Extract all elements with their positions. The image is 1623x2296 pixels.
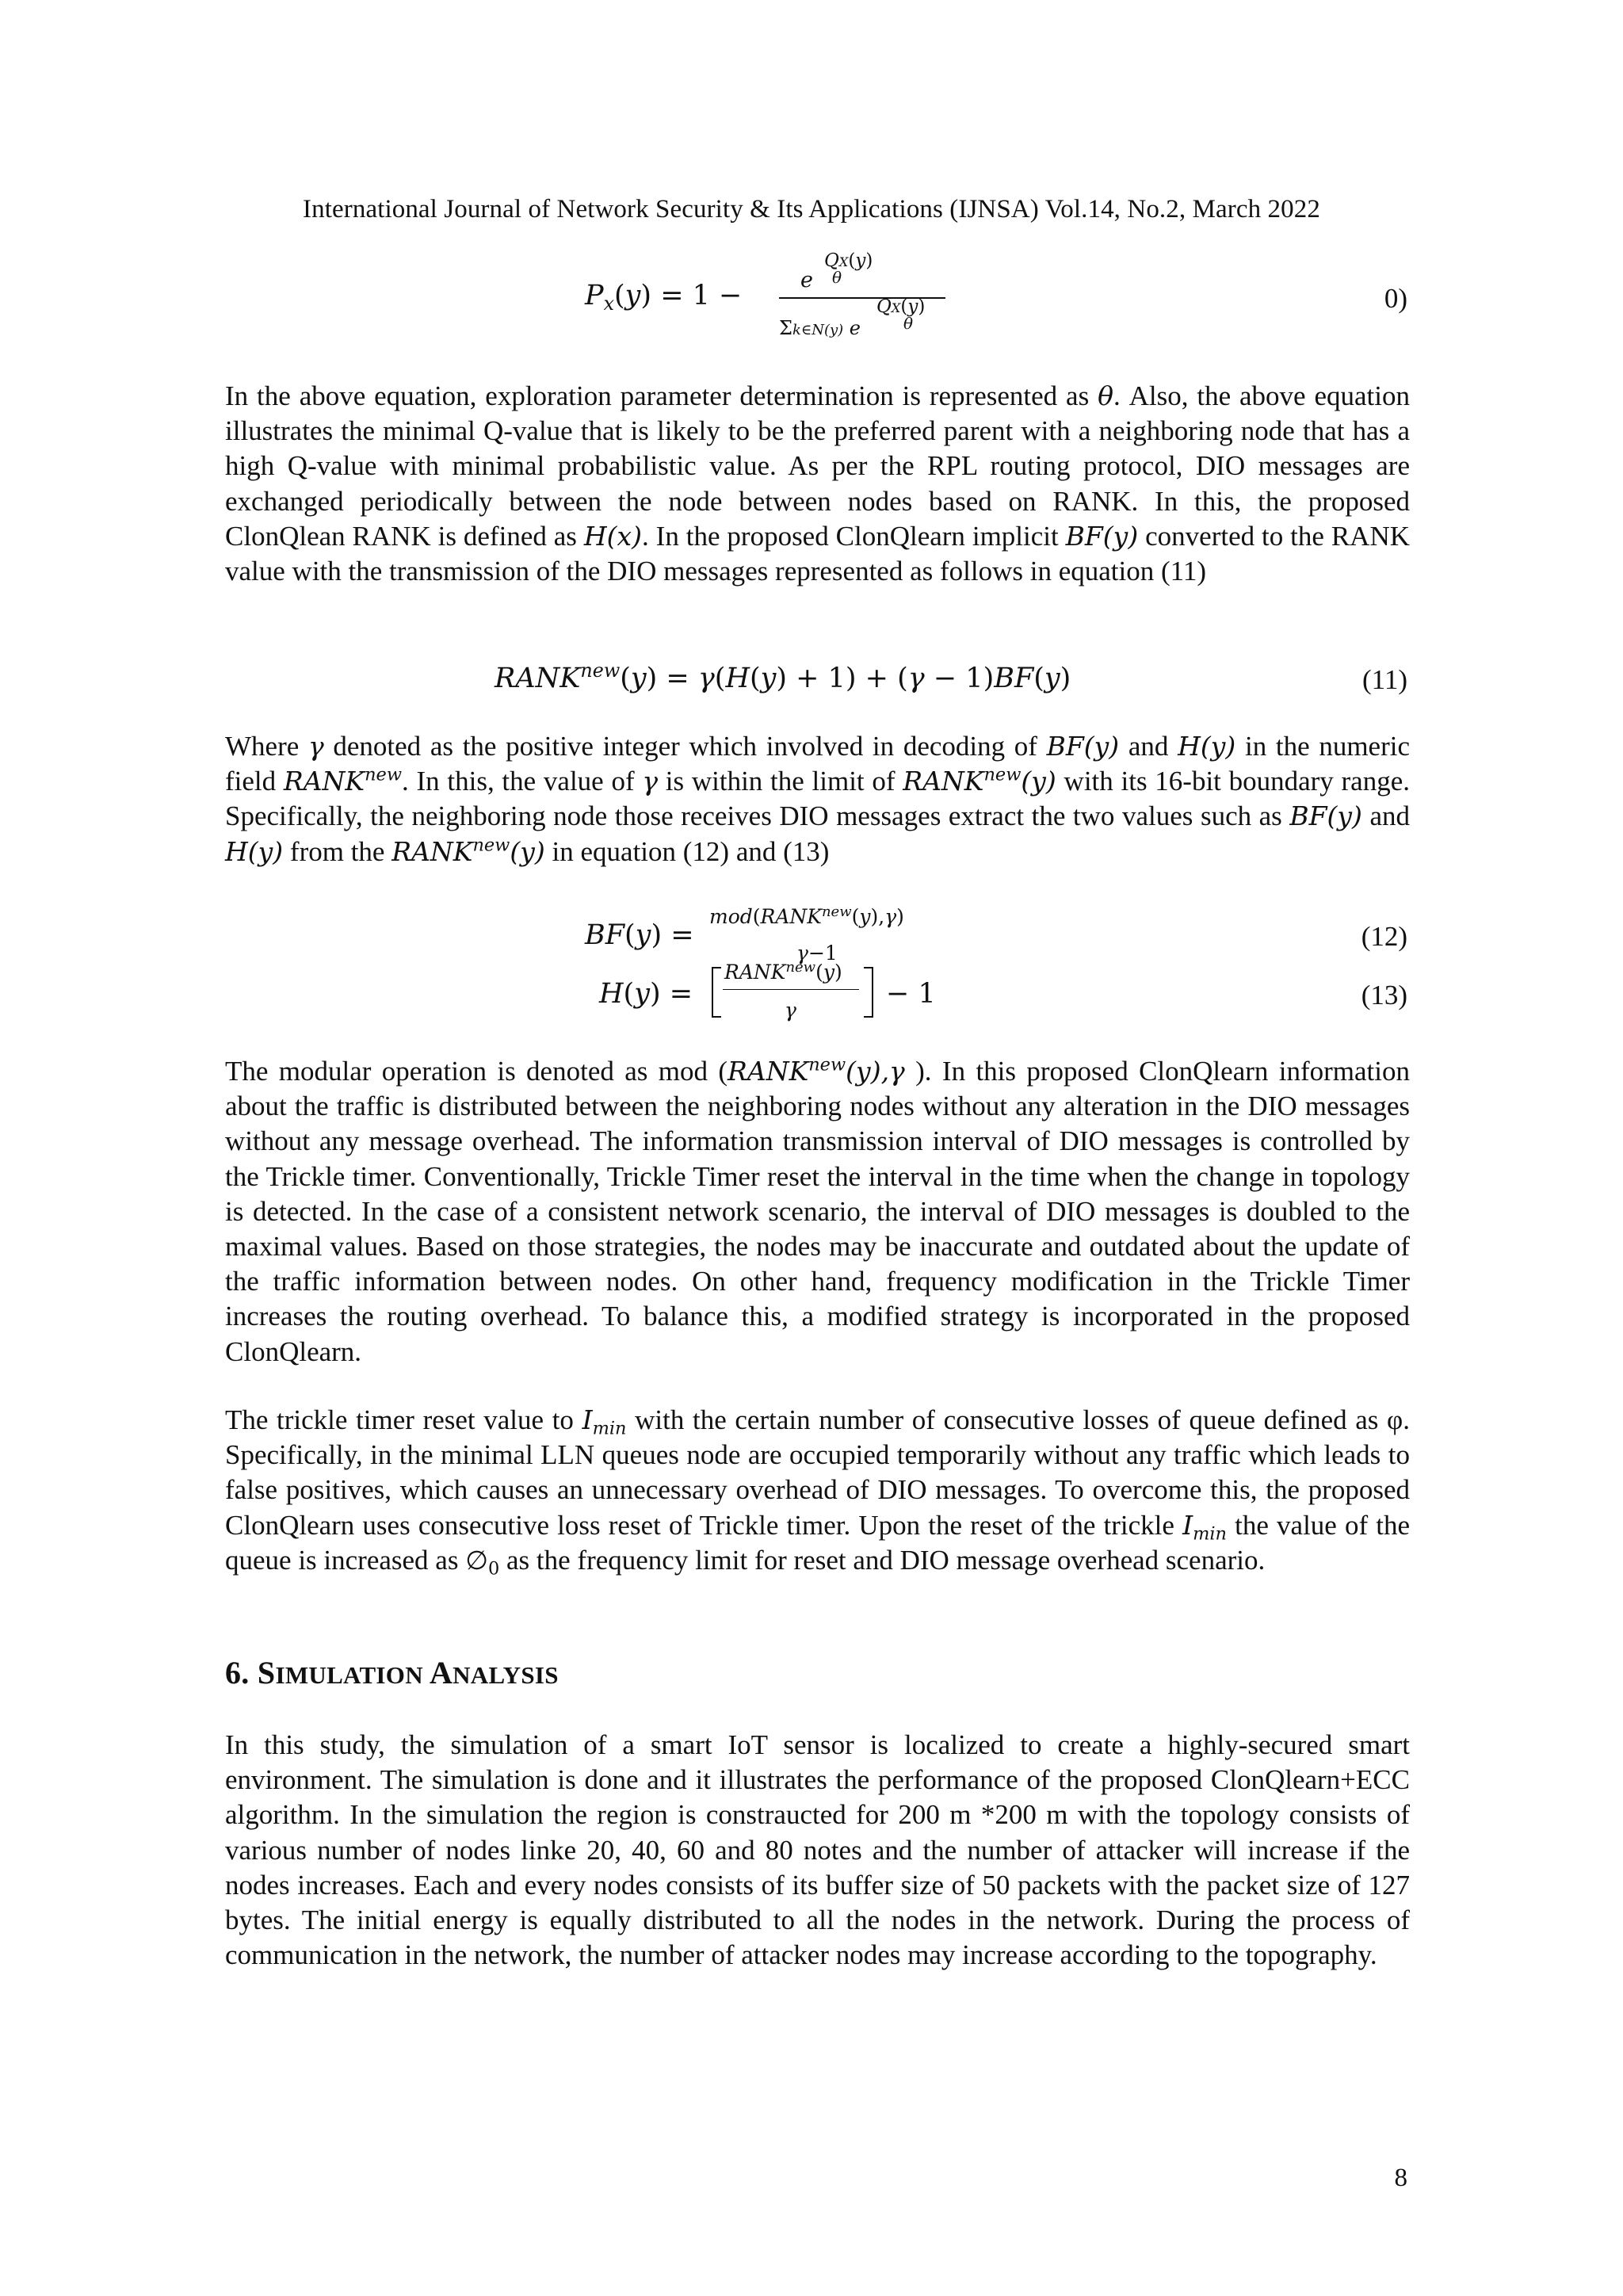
running-header: International Journal of Network Security & Its Applications (IJNSA) Vol.14, No.2, March 2022: [303, 195, 1320, 223]
paragraph-1: In the above equation, exploration parameter determination is represented as θ. Also, the above equation illustrates the minimal Q-value that is likely to be the preferred parent with a neighboring node that has a high Q-value with minimal probabilistic value. As per the RPL routing protocol, DIO messages are exchanged periodically between the node between nodes based on RANK. In this, the proposed ClonQlean RANK is defined as H(x). In the proposed ClonQlearn implicit BF(y) converted to the RANK value with the transmission of the DIO messages represented as follows in equation (11): [225, 380, 1411, 587]
page-number: 8: [1394, 2164, 1407, 2192]
paragraph-4: The trickle timer reset value to $I_{min}$ with the certain number of consecutive losses of queue defined as φ. Specifically, in the minimal LLN queues node are occupied temporarily without any traffic which leads to false positives, which causes an unnecessary overhead of DIO messages. To overcome this, the proposed ClonQlearn uses consecutive loss reset of Trickle timer. Upon the reset of the trickle $I_{min}$ the value of the queue is increased as $\emptyset_0$ as the frequency limit for reset and DIO message overhead scenario.: [225, 1404, 1410, 1580]
equation-number-11: (11): [1361, 664, 1407, 695]
equation-number-10: 0): [1384, 283, 1407, 314]
section-heading: 6. SIMULATION ANALYSIS: [225, 1655, 559, 1690]
paragraph-5: In this study, the simulation of a smart IoT sensor is localized to create a highly-secured smart environment. The simulation is done and it illustrates the performance of the proposed ClonQlearn+ECC algorithm. In the simulation the region is constraucted for 200 m *200 m with the topology consists of various number of nodes linke 20, 40, 60 and 80 notes and the number of attacker will increase if the nodes increases. Each and every nodes consists of its buffer size of 50 packets with the packet size of 127 bytes. The initial energy is equally distributed to all the nodes in the network. During the process of communication in the network, the number of attacker nodes may increase according to the topography.: [225, 1729, 1410, 1971]
equation-number-12: (12): [1361, 921, 1407, 952]
equation-number-13: (13): [1361, 980, 1407, 1010]
paragraph-3: The modular operation is denoted as mod ($RANK^{new}(y),\gamma$ ). In this proposed ClonQlearn information about the traffic is distributed between the neighboring nodes without any alteration in the DIO messages without any message overhead. The information transmission interval of DIO messages is controlled by the Trickle timer. Conventionally, Trickle Timer reset the interval in the time when the change in topology is detected. In the case of a consistent network scenario, the interval of DIO messages is doubled to the maximal values. Based on those strategies, the nodes may be inaccurate and outdated about the update of the traffic information between nodes. On other hand, frequency modification in the Trickle Timer increases the routing overhead. To balance this, a modified strategy is incorporated in the proposed ClonQlearn.: [225, 1054, 1410, 1367]
paper-page: International Journal of Network Security & Its Applications (IJNSA) Vol.14, No.2, March 2022 $P_x(y) = 1$ − QX(y) e θ QX(y) Σk∈N(y) e θ 0) In the above equation, exploration parameter determination is represented as θ. Also, the above equation illustrates the minimal Q-value that is likely to be the preferred parent with a neighboring node that has a high Q-value with minimal probabilistic value. As per the RPL routing protocol, DIO messages are exchanged periodically between the node between nodes based on RANK. In this, the proposed ClonQlean RANK is defined as H(x). In the proposed ClonQlearn implicit BF(y) converted to the RANK value with the transmission of the DIO messages represented as follows in equation (11) $RANK^{new}(y) = \gamma(H(y) + 1) + (\gamma - 1)BF(y)$ (11) Where γ denoted as the positive integer which involved in decoding of BF(y) and H(y) in the numeric field $RANK^{new}$. In this, the value of γ is within the limit of $RANK^{new}(y)$ with its 16-bit boundary range. Specifically, the neighboring node those receives DIO messages extract the two values such as BF(y) and H(y) from the $RANK^{new}(y)$ in equation (12) and (13) BF(y) = $mod(RANK^{new}(y),\gamma)$ γ−1 (12) H(y) = $RANK^{new}(y)$ γ − 1 (13) The modular operation is denoted as mod ($RANK^{new}(y),\gamma$ ). In this proposed ClonQlearn information about the traffic is distributed between the neighboring nodes without any alteration in the DIO messages without any message overhead. The information transmission interval of DIO messages is controlled by the Trickle timer. Conventionally, Trickle Timer reset the interval in the time when the change in topology is detected. In the case of a consistent network scenario, the interval of DIO messages is doubled to the maximal values. Based on those strategies, the nodes may be inaccurate and outdated about the update of the traffic information between nodes. On other hand, frequency modification in the Trickle Timer increases the routing overhead. To balance this, a modified strategy is incorporated in the proposed ClonQlearn. The trickle timer reset value to $I_{min}$ with the certain number of consecutive losses of queue defined as φ. Specifically, in the minimal LLN queues node are occupied temporarily without any traffic which leads to false positives, which causes an unnecessary overhead of DIO messages. To overcome this, the proposed ClonQlearn uses consecutive loss reset of Trickle timer. Upon the reset of the trickle $I_{min}$ the value of the queue is increased as $\emptyset_0$ as the frequency limit for reset and DIO message overhead scenario. 6. SIMULATION ANALYSIS In this study, the simulation of a smart IoT sensor is localized to create a highly-secured smart environment. The simulation is done and it illustrates the performance of the proposed ClonQlearn+ECC algorithm. In the simulation the region is constraucted for 200 m *200 m with the topology consists of various number of nodes linke 20, 40, 60 and 80 notes and the number of attacker will increase if the nodes increases. Each and every nodes consists of its buffer size of 50 packets with the packet size of 127 bytes. The initial energy is equally distributed to all the nodes in the network. During the process of communication in the network, the number of attacker nodes may increase according to the topography. 8: [0, 0, 1623, 2296]
paragraph-2: Where γ denoted as the positive integer which involved in decoding of BF(y) and H(y) in the numeric field $RANK^{new}$. In this, the value of γ is within the limit of $RANK^{new}(y)$ with its 16-bit boundary range. Specifically, the neighboring node those receives DIO messages extract the two values such as BF(y) and H(y) from the $RANK^{new}(y)$ in equation (12) and (13): [225, 731, 1411, 867]
